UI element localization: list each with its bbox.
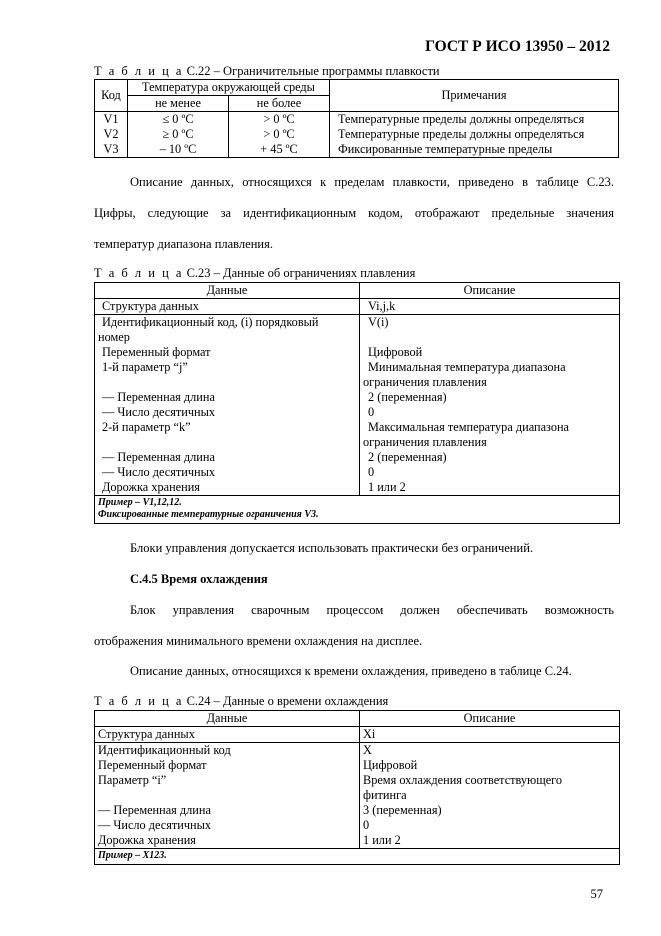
cell-code: V2	[95, 127, 128, 142]
cell-description: 0	[360, 818, 620, 833]
header-data: Данные	[95, 711, 360, 727]
cell-data: — Переменная длина	[95, 450, 360, 465]
table-23-caption	[94, 266, 415, 281]
example-line: Фиксированные температурные ограничения V3.	[98, 509, 319, 520]
table-23	[94, 282, 620, 524]
cell-data: — Число десятичных	[95, 465, 360, 480]
cell-description: 2 (переменная)	[360, 450, 620, 465]
table-row	[95, 299, 620, 315]
cell-description: 2 (переменная)	[360, 390, 620, 405]
caption-text: С.22 – Ограничительные программы плавкости	[183, 64, 440, 78]
cell-note: Температурные пределы должны определяться	[330, 112, 619, 128]
cell-description: 1 или 2	[360, 480, 620, 496]
header-max: не более	[229, 96, 330, 112]
document-header: ГОСТ Р ИСО 13950 – 2012	[425, 38, 610, 55]
cell-note: Температурные пределы должны определяться	[330, 127, 619, 142]
cell-line: Идентификационный код, (i) порядковый	[102, 315, 319, 329]
table-row	[95, 405, 620, 420]
table-row	[95, 743, 620, 759]
cell-description	[360, 420, 620, 450]
table-24-caption	[94, 694, 388, 709]
cell-data: Параметр “i”	[95, 773, 360, 803]
table-row	[95, 142, 619, 158]
cell-min: ≤ 0 ºC	[128, 112, 229, 128]
cell-description: Vi,j,k	[360, 299, 620, 315]
table-22-caption	[94, 64, 440, 79]
page-number: 57	[590, 887, 603, 901]
table-row	[95, 773, 620, 803]
cell-data: Переменный формат	[95, 758, 360, 773]
cell-description: Xi	[360, 727, 620, 743]
caption-prefix: Т а б л и ц а	[94, 694, 184, 708]
table-22	[94, 79, 619, 158]
cell-max: > 0 ºC	[229, 112, 330, 128]
cell-data: 2-й параметр “k”	[95, 420, 360, 450]
cell-data: Идентификационный код	[95, 743, 360, 759]
cell-note: Фиксированные температурные пределы	[330, 142, 619, 158]
cell-description	[360, 773, 620, 803]
cell-code: V3	[95, 142, 128, 158]
table-24	[94, 710, 620, 865]
table-row	[95, 818, 620, 833]
cell-description: 1 или 2	[360, 833, 620, 849]
header-description: Описание	[360, 283, 620, 299]
caption-prefix: Т а б л и ц а	[94, 266, 184, 280]
table-row	[95, 390, 620, 405]
cell-line: фитинга	[363, 788, 407, 802]
cell-description: 0	[360, 465, 620, 480]
cell-data: — Число десятичных	[95, 405, 360, 420]
table-row	[95, 480, 620, 496]
header-notes: Примечания	[330, 80, 619, 112]
cell-line: Минимальная температура диапазона	[368, 360, 566, 374]
paragraph-line: Цифры, следующие за идентификационным кодом, отображают предельные значения	[94, 206, 614, 220]
cell-description: 3 (переменная)	[360, 803, 620, 818]
cell-data	[95, 315, 360, 346]
table-row	[95, 727, 620, 743]
cell-data: — Переменная длина	[95, 803, 360, 818]
cell-data: — Переменная длина	[95, 390, 360, 405]
cell-code: V1	[95, 112, 128, 128]
table-row	[95, 127, 619, 142]
cell-data: Дорожка хранения	[95, 833, 360, 849]
header-description: Описание	[360, 711, 620, 727]
table-row	[95, 803, 620, 818]
paragraph-line: Описание данных, относящихся к пределам плавкости, приведено в таблице С.23.	[130, 175, 614, 189]
table-row	[95, 360, 620, 390]
example-line: Пример – V1,12,12.	[98, 497, 182, 508]
cell-line: Максимальная температура диапазона	[368, 420, 570, 434]
cell-data: Структура данных	[95, 299, 360, 315]
cell-data: 1-й параметр “j”	[95, 360, 360, 390]
cell-description: X	[360, 743, 620, 759]
table-row	[95, 315, 620, 346]
cell-description	[360, 360, 620, 390]
table-row	[95, 849, 620, 865]
cell-line: ограничения плавления	[363, 435, 487, 449]
cell-data: Структура данных	[95, 727, 360, 743]
table-example	[95, 496, 620, 524]
paragraph-line: температур диапазона плавления.	[94, 237, 273, 251]
table-row	[95, 112, 619, 128]
cell-line: номер	[98, 330, 130, 344]
table-row	[95, 833, 620, 849]
paragraph-line: Описание данных, относящихся к времени охлаждения, приведено в таблице С.24.	[130, 664, 572, 678]
table-row	[95, 758, 620, 773]
header-temperature: Температура окружающей среды	[128, 80, 330, 96]
caption-prefix: Т а б л и ц а	[94, 64, 184, 78]
paragraph-line: Блок управления сварочным процессом должен обеспечивать возможность	[130, 603, 614, 617]
table-row	[95, 420, 620, 450]
cell-description: V(i)	[360, 315, 620, 346]
cell-min: – 10 ºC	[128, 142, 229, 158]
cell-data: — Число десятичных	[95, 818, 360, 833]
header-min: не менее	[128, 96, 229, 112]
section-heading: С.4.5 Время охлаждения	[130, 572, 268, 586]
paragraph-line: отображения минимального времени охлаждения на дисплее.	[94, 634, 423, 648]
table-example: Пример – X123.	[95, 849, 620, 865]
caption-text: С.24 – Данные о времени охлаждения	[183, 694, 389, 708]
cell-max: > 0 ºC	[229, 127, 330, 142]
cell-max: + 45 ºC	[229, 142, 330, 158]
cell-description: Цифровой	[360, 345, 620, 360]
table-row	[95, 465, 620, 480]
table-row	[95, 496, 620, 524]
cell-description: 0	[360, 405, 620, 420]
caption-text: С.23 – Данные об ограничениях плавления	[183, 266, 416, 280]
table-row	[95, 345, 620, 360]
cell-data: Дорожка хранения	[95, 480, 360, 496]
table-row	[95, 450, 620, 465]
cell-line: Время охлаждения соответствующего	[363, 773, 563, 787]
cell-data: Переменный формат	[95, 345, 360, 360]
cell-description: Цифровой	[360, 758, 620, 773]
header-code: Код	[95, 80, 128, 112]
cell-min: ≥ 0 ºC	[128, 127, 229, 142]
header-data: Данные	[95, 283, 360, 299]
cell-line: ограничения плавления	[363, 375, 487, 389]
paragraph-line: Блоки управления допускается использовать практически без ограничений.	[130, 541, 534, 555]
